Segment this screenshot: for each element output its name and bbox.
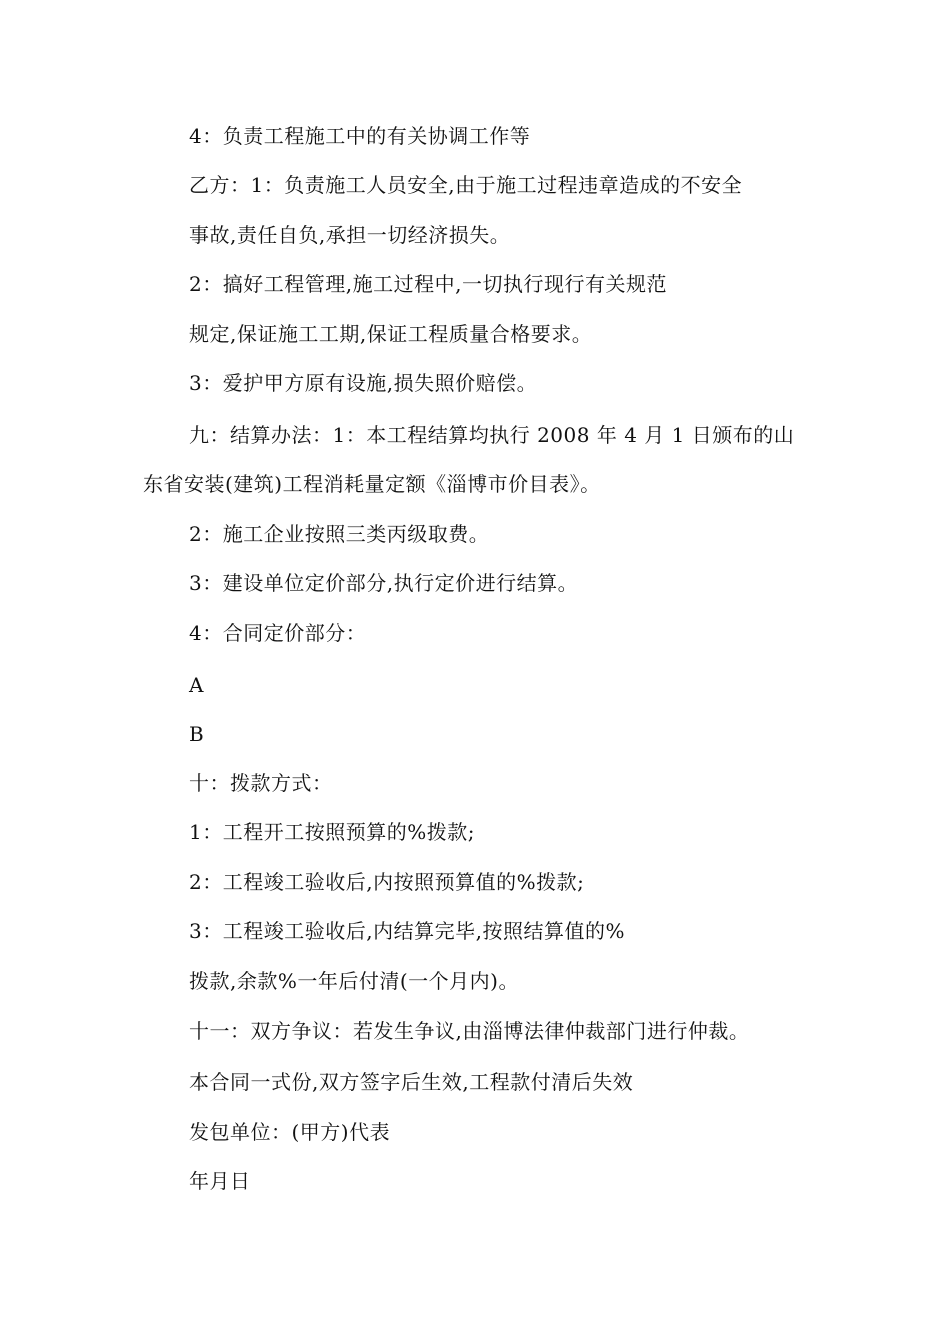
text-line: 4：负责工程施工中的有关协调工作等 bbox=[189, 124, 531, 148]
text-line: 3：建设单位定价部分,执行定价进行结算。 bbox=[189, 571, 579, 595]
text-line: 十：拨款方式： bbox=[189, 771, 333, 795]
text-line: 1：工程开工按照预算的%拨款; bbox=[189, 820, 475, 844]
text-line: 发包单位：(甲方)代表 bbox=[189, 1120, 391, 1144]
text-line: 九：结算办法：1：本工程结算均执行 2008 年 4 月 1 日颁布的山 bbox=[189, 423, 795, 447]
text-line: 东省安装(建筑)工程消耗量定额《淄博市价目表》。 bbox=[143, 472, 601, 496]
text-line: 规定,保证施工工期,保证工程质量合格要求。 bbox=[189, 322, 593, 346]
text-line: 事故,责任自负,承担一切经济损失。 bbox=[189, 223, 511, 247]
text-line: 3：工程竣工验收后,内结算完毕,按照结算值的% bbox=[189, 919, 625, 943]
text-line: 3：爱护甲方原有设施,损失照价赔偿。 bbox=[189, 371, 538, 395]
text-line: 十一：双方争议：若发生争议,由淄博法律仲裁部门进行仲裁。 bbox=[189, 1019, 750, 1043]
text-line: 年月日 bbox=[189, 1169, 251, 1193]
text-line: 乙方：1：负责施工人员安全,由于施工过程违章造成的不安全 bbox=[189, 173, 743, 197]
text-line: B bbox=[189, 722, 205, 746]
text-line: 2：施工企业按照三类丙级取费。 bbox=[189, 522, 490, 546]
text-line: 2：搞好工程管理,施工过程中,一切执行现行有关规范 bbox=[189, 272, 667, 296]
text-line: A bbox=[189, 673, 204, 697]
text-line: 本合同一式份,双方签字后生效,工程款付清后失效 bbox=[189, 1070, 634, 1094]
text-line: 4：合同定价部分： bbox=[189, 621, 367, 645]
text-line: 拨款,余款%一年后付清(一个月内)。 bbox=[189, 969, 519, 993]
text-line: 2：工程竣工验收后,内按照预算值的%拨款; bbox=[189, 870, 585, 894]
